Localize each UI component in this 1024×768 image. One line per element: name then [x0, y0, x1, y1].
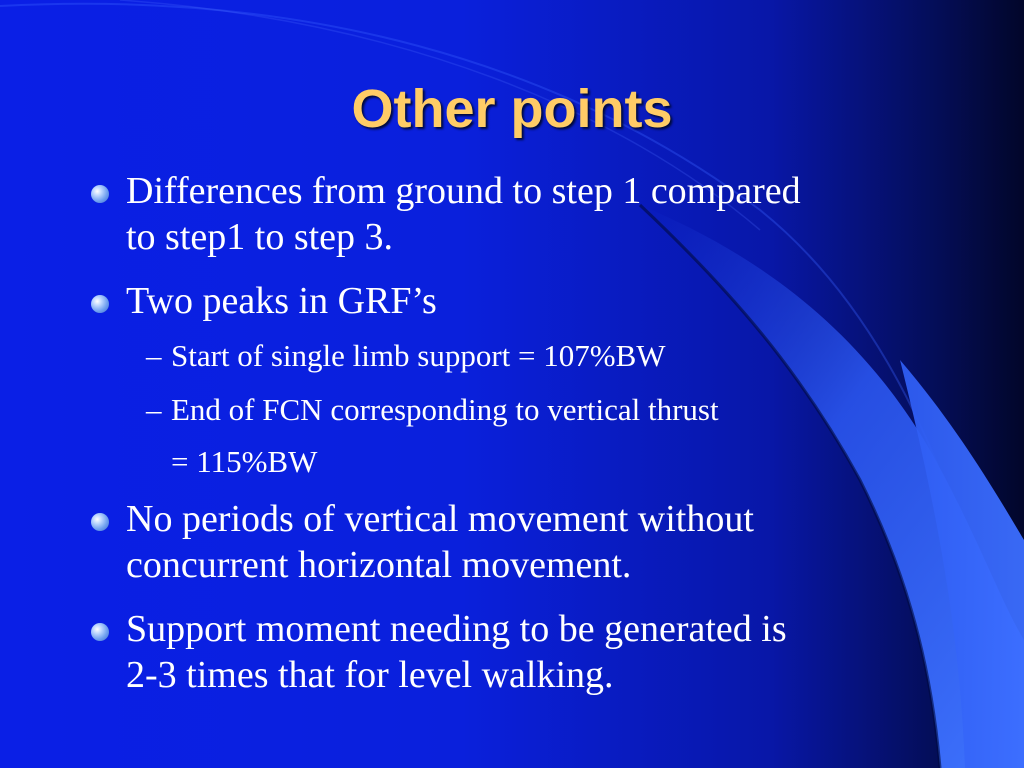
sub-bullet-2-line-1: End of FCN corresponding to vertical thrust — [171, 392, 719, 427]
sub-bullet-dash-icon: – — [146, 338, 162, 373]
bullet-dot-icon — [91, 623, 109, 641]
bullet-3-line-2: concurrent horizontal movement. — [126, 544, 632, 586]
sub-bullet-dash-icon: – — [146, 392, 162, 427]
bullet-2-line-1: Two peaks in GRF’s — [126, 280, 437, 322]
bullet-4-line-1: Support moment needing to be generated is — [126, 608, 787, 650]
bullet-1-line-1: Differences from ground to step 1 compared — [126, 170, 801, 212]
bullet-3-line-1: No periods of vertical movement without — [126, 498, 754, 540]
bullet-1-line-2: to step1 to step 3. — [126, 216, 394, 258]
sub-bullet-2-line-2: = 115%BW — [171, 444, 318, 479]
bullet-dot-icon — [91, 185, 109, 203]
bullet-dot-icon — [91, 513, 109, 531]
slide-title: Other points — [351, 79, 673, 139]
sub-bullet-1-line-1: Start of single limb support = 107%BW — [171, 338, 666, 373]
bullet-4-line-2: 2-3 times that for level walking. — [126, 654, 614, 696]
bullet-dot-icon — [91, 295, 109, 313]
